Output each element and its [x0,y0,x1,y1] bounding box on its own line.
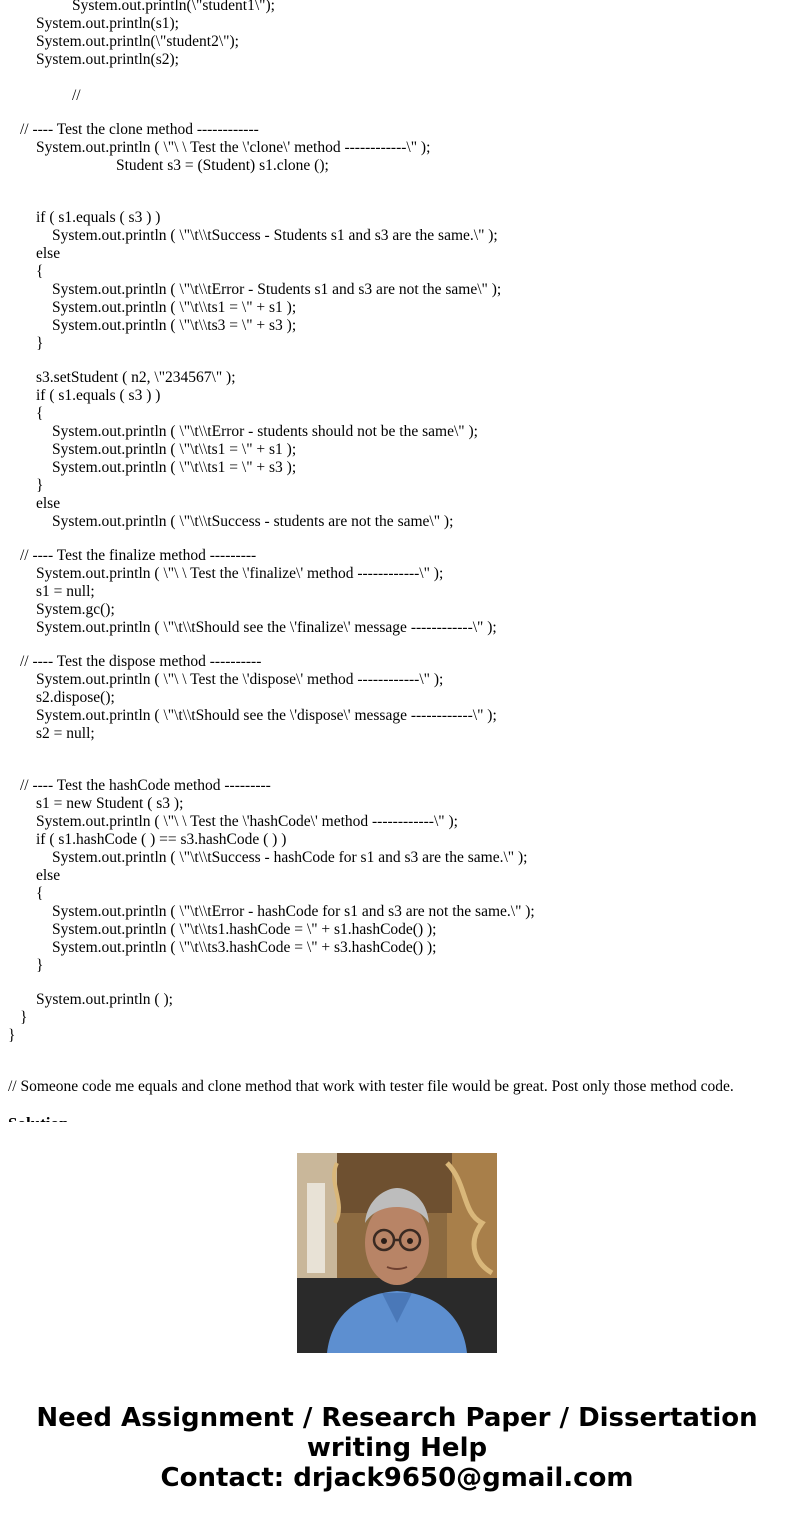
code-line: System.out.println ( \"\t\\tShould see the \'finalize\' message ------------\" ); [36,619,497,636]
code-line: System.out.println ( \"\t\\ts3.hashCode = \" + s3.hashCode() ); [52,939,437,956]
author-avatar [297,1153,497,1353]
code-line: System.out.println ( \"\t\\tError - Students s1 and s3 are not the same\" ); [52,281,502,298]
code-line: System.out.println ( \"\t\\tShould see the \'dispose\' message ------------\" ); [36,707,497,724]
code-line: System.out.println ( \"\t\\tError - students should not be the same\" ); [52,423,478,440]
code-line: System.out.println ( \"\t\\tError - hashCode for s1 and s3 are not the same.\" ); [52,903,535,920]
code-line: { [36,885,44,902]
code-line: { [36,263,44,280]
promo-line: writing Help [306,1433,488,1463]
code-line: System.out.println ( \"\t\\ts3 = \" + s3 ); [52,317,297,334]
code-comment: // ---- Test the clone method ------------ [20,121,259,138]
promo-banner [0,1403,794,1493]
promo-line: Need Assignment / Research Paper / Dissertation [36,1403,758,1433]
code-line: System.out.println ( \"\t\\ts1 = \" + s1 ); [52,299,297,316]
code-line: System.out.println ( \"\t\\ts1 = \" + s1 ); [52,441,297,458]
code-line: System.out.println(s2); [36,51,179,68]
code-line: s2 = null; [36,725,95,742]
code-line: System.out.println(s1); [36,15,179,32]
code-line: System.out.println ( \"\t\\ts1 = \" + s3 ); [52,459,297,476]
code-line: s1 = null; [36,583,95,600]
code-line: if ( s1.equals ( s3 ) ) [36,387,161,404]
code-line: else [36,245,61,262]
code-line: System.out.println ( \"\t\\ts1.hashCode = \" + s1.hashCode() ); [52,921,437,938]
code-line: } [36,957,44,974]
code-line: else [36,495,61,512]
code-line: Student s3 = (Student) s1.clone (); [116,157,329,174]
code-comment: // ---- Test the dispose method ---------- [20,653,262,670]
code-line: } [8,1027,16,1044]
code-line: System.out.println(\"student2\"); [36,33,239,50]
code-line: if ( s1.equals ( s3 ) ) [36,209,161,226]
code-line: System.out.println ( \"\t\\tSuccess - hashCode for s1 and s3 are the same.\" ); [52,849,528,866]
code-line: if ( s1.hashCode ( ) == s3.hashCode ( ) ) [36,831,287,848]
code-line: s3.setStudent ( n2, \"234567\" ); [36,369,236,386]
code-line: } [20,1009,28,1026]
code-line: System.out.println ( \"\ \ Test the \'dispose\' method ------------\" ); [36,671,444,688]
code-line: System.out.println ( ); [36,991,173,1008]
code-line: s2.dispose(); [36,689,115,706]
code-line: System.gc(); [36,601,115,618]
code-comment: // ---- Test the finalize method --------- [20,547,257,564]
code-line: System.out.println ( \"\t\\tSuccess - students are not the same\" ); [52,513,454,530]
question-note: // Someone code me equals and clone method that work with tester file would be great. Post only those method code. [8,1078,734,1095]
code-line: System.out.println ( \"\ \ Test the \'finalize\' method ------------\" ); [36,565,444,582]
code-line: System.out.println ( \"\t\\tSuccess - Students s1 and s3 are the same.\" ); [52,227,498,244]
code-line: System.out.println ( \"\ \ Test the \'clone\' method ------------\" ); [36,139,431,156]
code-line: { [36,405,44,422]
code-line: // [72,87,81,104]
avatar-portrait [297,1153,497,1353]
code-line: } [36,335,44,352]
code-line: } [36,477,44,494]
code-comment: // ---- Test the hashCode method --------- [20,777,271,794]
code-line: System.out.println ( \"\ \ Test the \'hashCode\' method ------------\" ); [36,813,458,830]
code-line: System.out.println(\"student1\"); [72,0,275,14]
code-line: s1 = new Student ( s3 ); [36,795,184,812]
code-line: else [36,867,61,884]
promo-contact[interactable]: Contact: drjack9650@gmail.com [160,1463,634,1493]
